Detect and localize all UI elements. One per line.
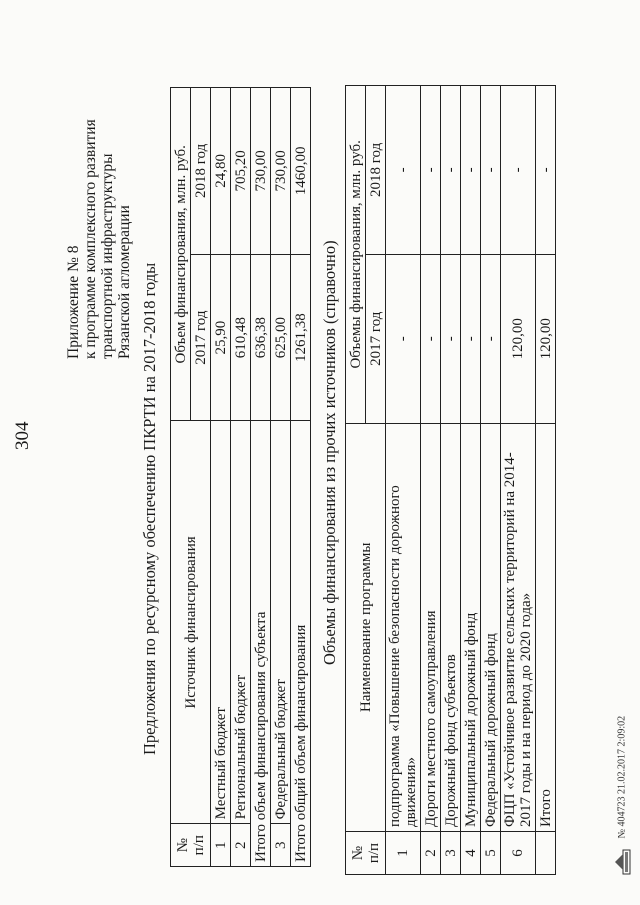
table-row (421, 86, 441, 875)
row-value-2017: - (461, 254, 481, 423)
row-name: Итого (536, 423, 556, 831)
row-num: 2 (421, 832, 441, 875)
header-year-cell: 2017 год (366, 254, 386, 423)
table-row (501, 86, 536, 875)
section1-title: Предложения по ресурсному обеспечению ПКРТИ на 2017-2018 годы (140, 262, 159, 755)
header-num-cell: № п/п (171, 824, 211, 867)
row-value-2017: - (421, 254, 441, 423)
row-value-2017: 1261,38 (291, 254, 311, 421)
row-num: 5 (481, 832, 501, 875)
appendix-line: транспортной инфраструктуры (99, 153, 116, 359)
header-source-cell: Источник финансирования (171, 421, 211, 824)
row-name: Федеральный бюджет (271, 421, 291, 824)
row-value-2018: - (501, 86, 536, 255)
document-stamp: № 404723 21.02.2017 2:09:02 (616, 715, 628, 839)
row-value-2017: 120,00 (536, 254, 556, 423)
table-header-row (171, 88, 191, 867)
row-name: Региональный бюджет (231, 421, 251, 824)
row-value-2017: 625,00 (271, 254, 291, 421)
row-num: 6 (501, 832, 536, 875)
row-name: Итого общий объем финансирования (291, 421, 311, 867)
appendix-block (65, 39, 133, 359)
row-value-2018: 730,00 (251, 88, 271, 255)
row-value-2018: - (536, 86, 556, 255)
row-name: Дорожный фонд субъектов (441, 423, 461, 831)
row-value-2017: 636,38 (251, 254, 271, 421)
row-value-2017: - (481, 254, 501, 423)
row-name: Местный бюджет (211, 421, 231, 824)
row-value-2017: - (441, 254, 461, 423)
table-row (211, 88, 231, 867)
row-name: ФЦП «Устойчивое развитие сельских территорий на 2014-2017 годы и на период до 2020 года» (501, 423, 536, 831)
table-row (386, 86, 421, 875)
section2-title: Объемы финансирования из прочих источников (справочно) (320, 240, 339, 665)
row-value-2017: 25,90 (211, 254, 231, 421)
row-value-2018: 24,80 (211, 88, 231, 255)
table-header-row (346, 86, 366, 875)
row-name: Итого объем финансирования субъекта (251, 421, 271, 867)
document-footer (612, 716, 632, 875)
header-volume-cell: Объемы финансирования, млн. руб. (346, 86, 366, 424)
row-value-2018: 705,20 (231, 88, 251, 255)
other-sources-table (345, 85, 556, 875)
row-name: Дороги местного самоуправления (421, 423, 441, 831)
table-row (291, 88, 311, 867)
document-logo-icon (612, 849, 632, 875)
table-row (251, 88, 271, 867)
header-num-cell: № п/п (346, 832, 386, 875)
appendix-line: Приложение № 8 (65, 245, 82, 359)
page-number: 304 (12, 421, 33, 450)
row-value-2017: 120,00 (501, 254, 536, 423)
header-year-cell: 2017 год (191, 254, 211, 421)
row-value-2017: - (386, 254, 421, 423)
table-row (481, 86, 501, 875)
appendix-line: Рязанской агломерации (116, 205, 133, 359)
row-value-2018: - (421, 86, 441, 255)
row-value-2018: - (481, 86, 501, 255)
table-row (536, 86, 556, 875)
row-value-2018: - (461, 86, 481, 255)
row-name: подпрограмма «Повышение безопасности дорожного движения» (386, 423, 421, 831)
row-num: 4 (461, 832, 481, 875)
table-row (461, 86, 481, 875)
table-row (271, 88, 291, 867)
row-value-2018: - (441, 86, 461, 255)
header-program-cell: Наименование программы (346, 423, 386, 831)
row-num (536, 832, 556, 875)
row-value-2018: 1460,00 (291, 88, 311, 255)
row-value-2018: - (386, 86, 421, 255)
row-value-2018: 730,00 (271, 88, 291, 255)
row-num: 1 (386, 832, 421, 875)
table-row (231, 88, 251, 867)
row-num: 3 (271, 824, 291, 867)
header-year-cell: 2018 год (191, 88, 211, 255)
row-name: Федеральный дорожный фонд (481, 423, 501, 831)
header-year-cell: 2018 год (366, 86, 386, 255)
row-name: Муниципальный дорожный фонд (461, 423, 481, 831)
row-value-2017: 610,48 (231, 254, 251, 421)
row-num: 3 (441, 832, 461, 875)
row-num: 1 (211, 824, 231, 867)
appendix-line: к программе комплексного развития (82, 119, 99, 359)
table-row (441, 86, 461, 875)
funding-table (170, 87, 311, 867)
header-volume-cell: Объем финансирования, млн. руб. (171, 88, 191, 422)
row-num: 2 (231, 824, 251, 867)
